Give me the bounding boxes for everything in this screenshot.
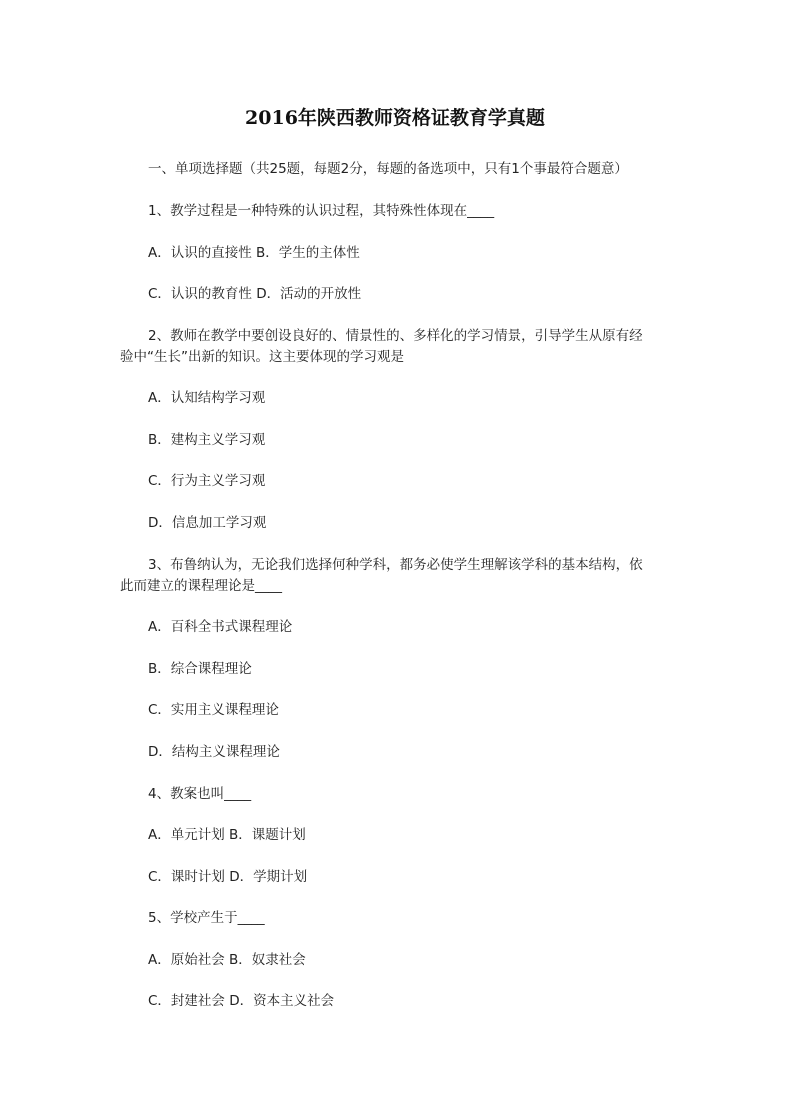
question-3-stem: 3、布鲁纳认为，无论我们选择何种学科，都务必使学生理解该学科的基本结构，依: [148, 557, 643, 573]
section-heading: 一、单项选择题（共25题，每题2分，每题的备选项中，只有1个事最符合题意）: [148, 161, 628, 177]
question-5-option-line: A．原始社会 B．奴隶社会: [148, 952, 306, 968]
question-1-option-line: C．认识的教育性 D．活动的开放性: [148, 286, 362, 302]
question-4-option-line: A．单元计划 B．课题计划: [148, 827, 306, 843]
question-3-option-c: C．实用主义课程理论: [148, 702, 279, 718]
question-1-option-line: A．认识的直接性 B．学生的主体性: [148, 245, 360, 261]
question-2-option-d: D．信息加工学习观: [148, 515, 267, 531]
question-3-option-a: A．百科全书式课程理论: [148, 619, 293, 635]
question-2-option-c: C．行为主义学习观: [148, 473, 266, 489]
question-3-stem-continued: 此而建立的课程理论是____: [120, 578, 282, 594]
question-1-stem: 1、教学过程是一种特殊的认识过程，其特殊性体现在____: [148, 203, 495, 219]
question-5-option-line: C．封建社会 D．资本主义社会: [148, 993, 335, 1009]
question-2-stem-continued: 验中“生长”出新的知识。这主要体现的学习观是: [120, 349, 404, 365]
question-3-option-b: B．综合课程理论: [148, 661, 252, 677]
question-3-option-d: D．结构主义课程理论: [148, 744, 280, 760]
question-2-stem: 2、教师在教学中要创设良好的、情景性的、多样化的学习情景，引导学生从原有经: [148, 328, 643, 344]
question-4-stem: 4、教案也叫____: [148, 786, 252, 802]
question-5-stem: 5、学校产生于____: [148, 910, 265, 926]
question-2-option-a: A．认知结构学习观: [148, 390, 266, 406]
question-2-option-b: B．建构主义学习观: [148, 432, 266, 448]
document-title: 2016年陕西教师资格证教育学真题: [245, 107, 545, 129]
question-4-option-line: C．课时计划 D．学期计划: [148, 869, 308, 885]
